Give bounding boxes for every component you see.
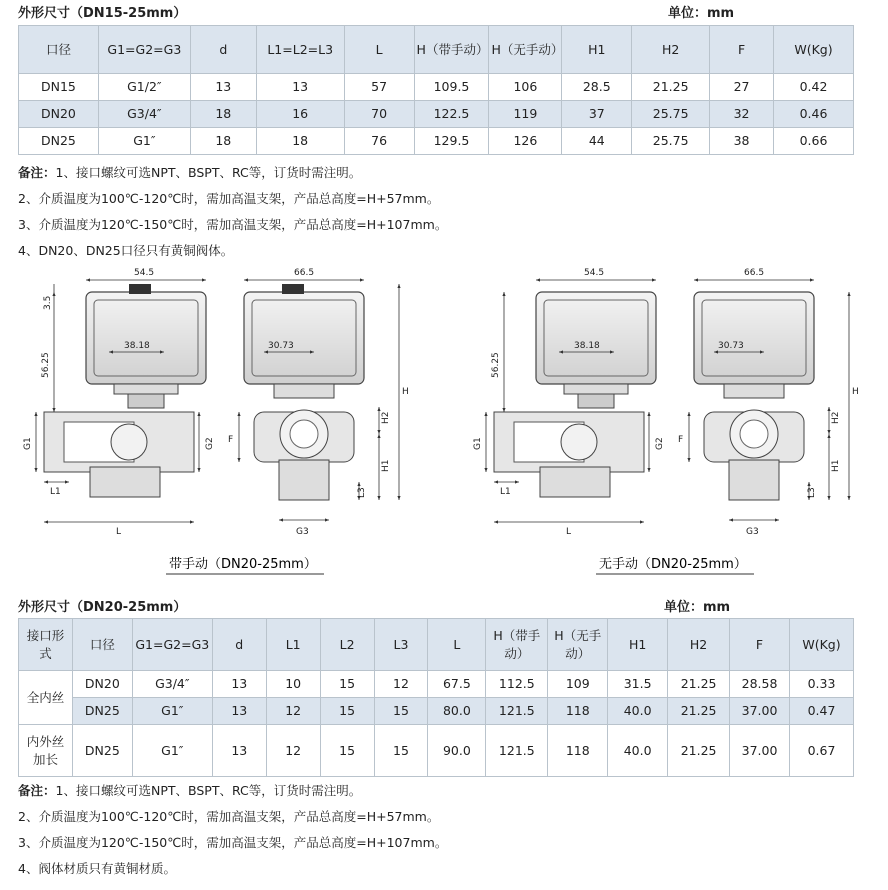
header-cell: H（带手动）	[414, 26, 489, 74]
dim-label: 56.25	[491, 352, 501, 378]
view-front-manual	[44, 284, 206, 497]
view-side-nomanual	[694, 292, 814, 500]
dim-label: 38.18	[574, 341, 600, 351]
dim-label: 3.5	[43, 295, 53, 310]
header-cell: G1=G2=G3	[132, 619, 212, 671]
table-cell: DN25	[72, 725, 132, 777]
table-cell: 0.42	[774, 74, 854, 101]
dim-label: L1	[50, 487, 61, 497]
note-text: 1、接口螺纹可选NPT、BSPT、RC等，订货时需注明。	[55, 165, 362, 180]
dim-label: 54.5	[134, 268, 155, 278]
table-cell: 15	[320, 698, 374, 725]
header-cell: 口径	[72, 619, 132, 671]
dim-label: H	[402, 387, 409, 397]
table-cell: 44	[562, 128, 632, 155]
table-cell: 37	[562, 101, 632, 128]
header-cell: H2	[632, 26, 710, 74]
table-header-row	[19, 26, 854, 74]
table-cell: 0.66	[774, 128, 854, 155]
table-cell: 13	[212, 725, 266, 777]
dim-label: H1	[831, 459, 841, 472]
table-row	[19, 698, 854, 725]
table-cell: 15	[320, 725, 374, 777]
table-row	[19, 74, 854, 101]
table-cell: DN25	[72, 698, 132, 725]
table-cell: DN20	[72, 671, 132, 698]
table-cell: 119	[489, 101, 562, 128]
dim-label: H2	[831, 411, 841, 424]
dim-label: G2	[655, 437, 665, 450]
table-cell: G1″	[98, 128, 190, 155]
header-cell: 接口形式	[19, 619, 73, 671]
dim-label: H2	[381, 411, 391, 424]
table2-title: 外形尺寸（DN20-25mm）	[18, 600, 187, 615]
header-cell: d	[190, 26, 256, 74]
table-cell: 31.5	[608, 671, 668, 698]
table-cell: 28.5	[562, 74, 632, 101]
table-cell: 129.5	[414, 128, 489, 155]
group-cell: 全内丝	[19, 671, 73, 725]
note-line	[18, 160, 447, 186]
table-cell: 67.5	[428, 671, 486, 698]
dim-label: L1	[500, 487, 511, 497]
table2-unit: 单位：mm	[664, 600, 731, 615]
note-line: 3、介质温度为120℃-150℃时，需加高温支架，产品总高度=H+107mm。	[18, 217, 448, 232]
table-cell: 28.58	[730, 671, 790, 698]
table-cell: G3/4″	[98, 101, 190, 128]
table-cell: 15	[320, 671, 374, 698]
table-cell: 15	[374, 698, 428, 725]
table-cell: 12	[266, 725, 320, 777]
table-row	[19, 128, 854, 155]
table-cell: 38	[710, 128, 774, 155]
table-cell: 112.5	[486, 671, 548, 698]
dim-label: 30.73	[718, 341, 744, 351]
dim-label: 56.25	[41, 352, 51, 378]
table-cell: G3/4″	[132, 671, 212, 698]
table-cell: 109	[548, 671, 608, 698]
header-cell: W(Kg)	[790, 619, 854, 671]
notes-1	[18, 160, 447, 264]
header-cell: F	[730, 619, 790, 671]
table-cell: 21.25	[668, 725, 730, 777]
table-cell: 40.0	[608, 698, 668, 725]
table1-title: 外形尺寸（DN15-25mm）	[18, 6, 187, 21]
table-cell: 12	[374, 671, 428, 698]
header-cell: L1	[266, 619, 320, 671]
header-cell: L	[344, 26, 414, 74]
header-cell: 口径	[19, 26, 99, 74]
note-line: 4、阀体材质只有黄铜材质。	[18, 861, 176, 876]
notes-label: 备注：	[18, 783, 56, 798]
note-line: 4、DN20、DN25口径只有黄铜阀体。	[18, 243, 234, 258]
table-cell: 37.00	[730, 698, 790, 725]
dim-label: L	[566, 527, 572, 537]
spec-table-2	[18, 618, 854, 777]
header-cell: H1	[562, 26, 632, 74]
dim-label: L3	[357, 487, 367, 498]
table-cell: 70	[344, 101, 414, 128]
dim-label: G3	[296, 527, 309, 537]
table-cell: 122.5	[414, 101, 489, 128]
table-header-row	[19, 619, 854, 671]
table-cell: 0.33	[790, 671, 854, 698]
dim-label: L3	[807, 487, 817, 498]
header-cell: L1=L2=L3	[256, 26, 344, 74]
header-cell: L3	[374, 619, 428, 671]
note-line	[18, 778, 447, 804]
table-cell: 0.46	[774, 101, 854, 128]
table-cell: 10	[266, 671, 320, 698]
note-line: 2、介质温度为100℃-120℃时，需加高温支架，产品总高度=H+57mm。	[18, 191, 440, 206]
notes-label: 备注：	[18, 165, 56, 180]
table-cell: G1″	[132, 698, 212, 725]
table-cell: 121.5	[486, 698, 548, 725]
table-cell: 12	[266, 698, 320, 725]
table-cell: 118	[548, 725, 608, 777]
table-cell: 15	[374, 725, 428, 777]
table-cell: 126	[489, 128, 562, 155]
table-cell: 13	[256, 74, 344, 101]
table-cell: 18	[190, 128, 256, 155]
dim-label: F	[678, 435, 684, 445]
view-side-manual	[244, 284, 364, 500]
header-cell: d	[212, 619, 266, 671]
dim-label: G1	[23, 437, 33, 450]
table-cell: 121.5	[486, 725, 548, 777]
table-cell: 25.75	[632, 101, 710, 128]
caption-no-manual: 无手动（DN20-25mm）	[599, 557, 747, 572]
view-front-nomanual	[494, 292, 656, 497]
table-cell: 90.0	[428, 725, 486, 777]
table-cell: 118	[548, 698, 608, 725]
header-cell: L2	[320, 619, 374, 671]
dim-label: L	[116, 527, 122, 537]
dim-label: 38.18	[124, 341, 150, 351]
table-row	[19, 101, 854, 128]
dim-label: F	[228, 435, 234, 445]
note-line: 2、介质温度为100℃-120℃时，需加高温支架，产品总高度=H+57mm。	[18, 809, 440, 824]
table-row	[19, 671, 854, 698]
header-cell: F	[710, 26, 774, 74]
header-cell: H2	[668, 619, 730, 671]
header-cell: H（带手动）	[486, 619, 548, 671]
header-cell: G1=G2=G3	[98, 26, 190, 74]
header-cell: L	[428, 619, 486, 671]
table-cell: DN20	[19, 101, 99, 128]
header-cell: W(Kg)	[774, 26, 854, 74]
table-cell: 13	[190, 74, 256, 101]
dim-label: 30.73	[268, 341, 294, 351]
dim-label: G3	[746, 527, 759, 537]
dim-label: 66.5	[744, 268, 765, 278]
table-cell: 13	[212, 698, 266, 725]
table-cell: 106	[489, 74, 562, 101]
dim-label: G2	[205, 437, 215, 450]
table-cell: 76	[344, 128, 414, 155]
table-cell: 18	[256, 128, 344, 155]
dim-label: G1	[473, 437, 483, 450]
table-row	[19, 725, 854, 777]
dim-label: 54.5	[584, 268, 605, 278]
table-cell: 0.67	[790, 725, 854, 777]
table-cell: 80.0	[428, 698, 486, 725]
dim-label: 66.5	[294, 268, 315, 278]
table-cell: 0.47	[790, 698, 854, 725]
notes-2	[18, 778, 447, 882]
table-cell: DN15	[19, 74, 99, 101]
table-cell: 109.5	[414, 74, 489, 101]
table-cell: 57	[344, 74, 414, 101]
table-cell: 40.0	[608, 725, 668, 777]
table-cell: 27	[710, 74, 774, 101]
table-cell: 37.00	[730, 725, 790, 777]
valve-drawings	[14, 262, 874, 582]
table1-unit: 单位：mm	[668, 6, 735, 21]
table-cell: G1/2″	[98, 74, 190, 101]
note-text: 1、接口螺纹可选NPT、BSPT、RC等，订货时需注明。	[55, 783, 362, 798]
table-cell: 21.25	[668, 698, 730, 725]
group-cell: 内外丝加长	[19, 725, 73, 777]
note-line: 3、介质温度为120℃-150℃时，需加高温支架，产品总高度=H+107mm。	[18, 835, 448, 850]
table-cell: 21.25	[632, 74, 710, 101]
dim-label: H	[852, 387, 859, 397]
table-cell: 13	[212, 671, 266, 698]
dim-label: H1	[381, 459, 391, 472]
table-cell: 21.25	[668, 671, 730, 698]
table-cell: 16	[256, 101, 344, 128]
spec-table-1	[18, 25, 854, 155]
caption-manual: 带手动（DN20-25mm）	[169, 557, 317, 572]
header-cell: H（无手动）	[489, 26, 562, 74]
header-cell: H（无手动）	[548, 619, 608, 671]
header-cell: H1	[608, 619, 668, 671]
table-cell: DN25	[19, 128, 99, 155]
table-cell: 25.75	[632, 128, 710, 155]
table-cell: G1″	[132, 725, 212, 777]
table-cell: 18	[190, 101, 256, 128]
table-cell: 32	[710, 101, 774, 128]
